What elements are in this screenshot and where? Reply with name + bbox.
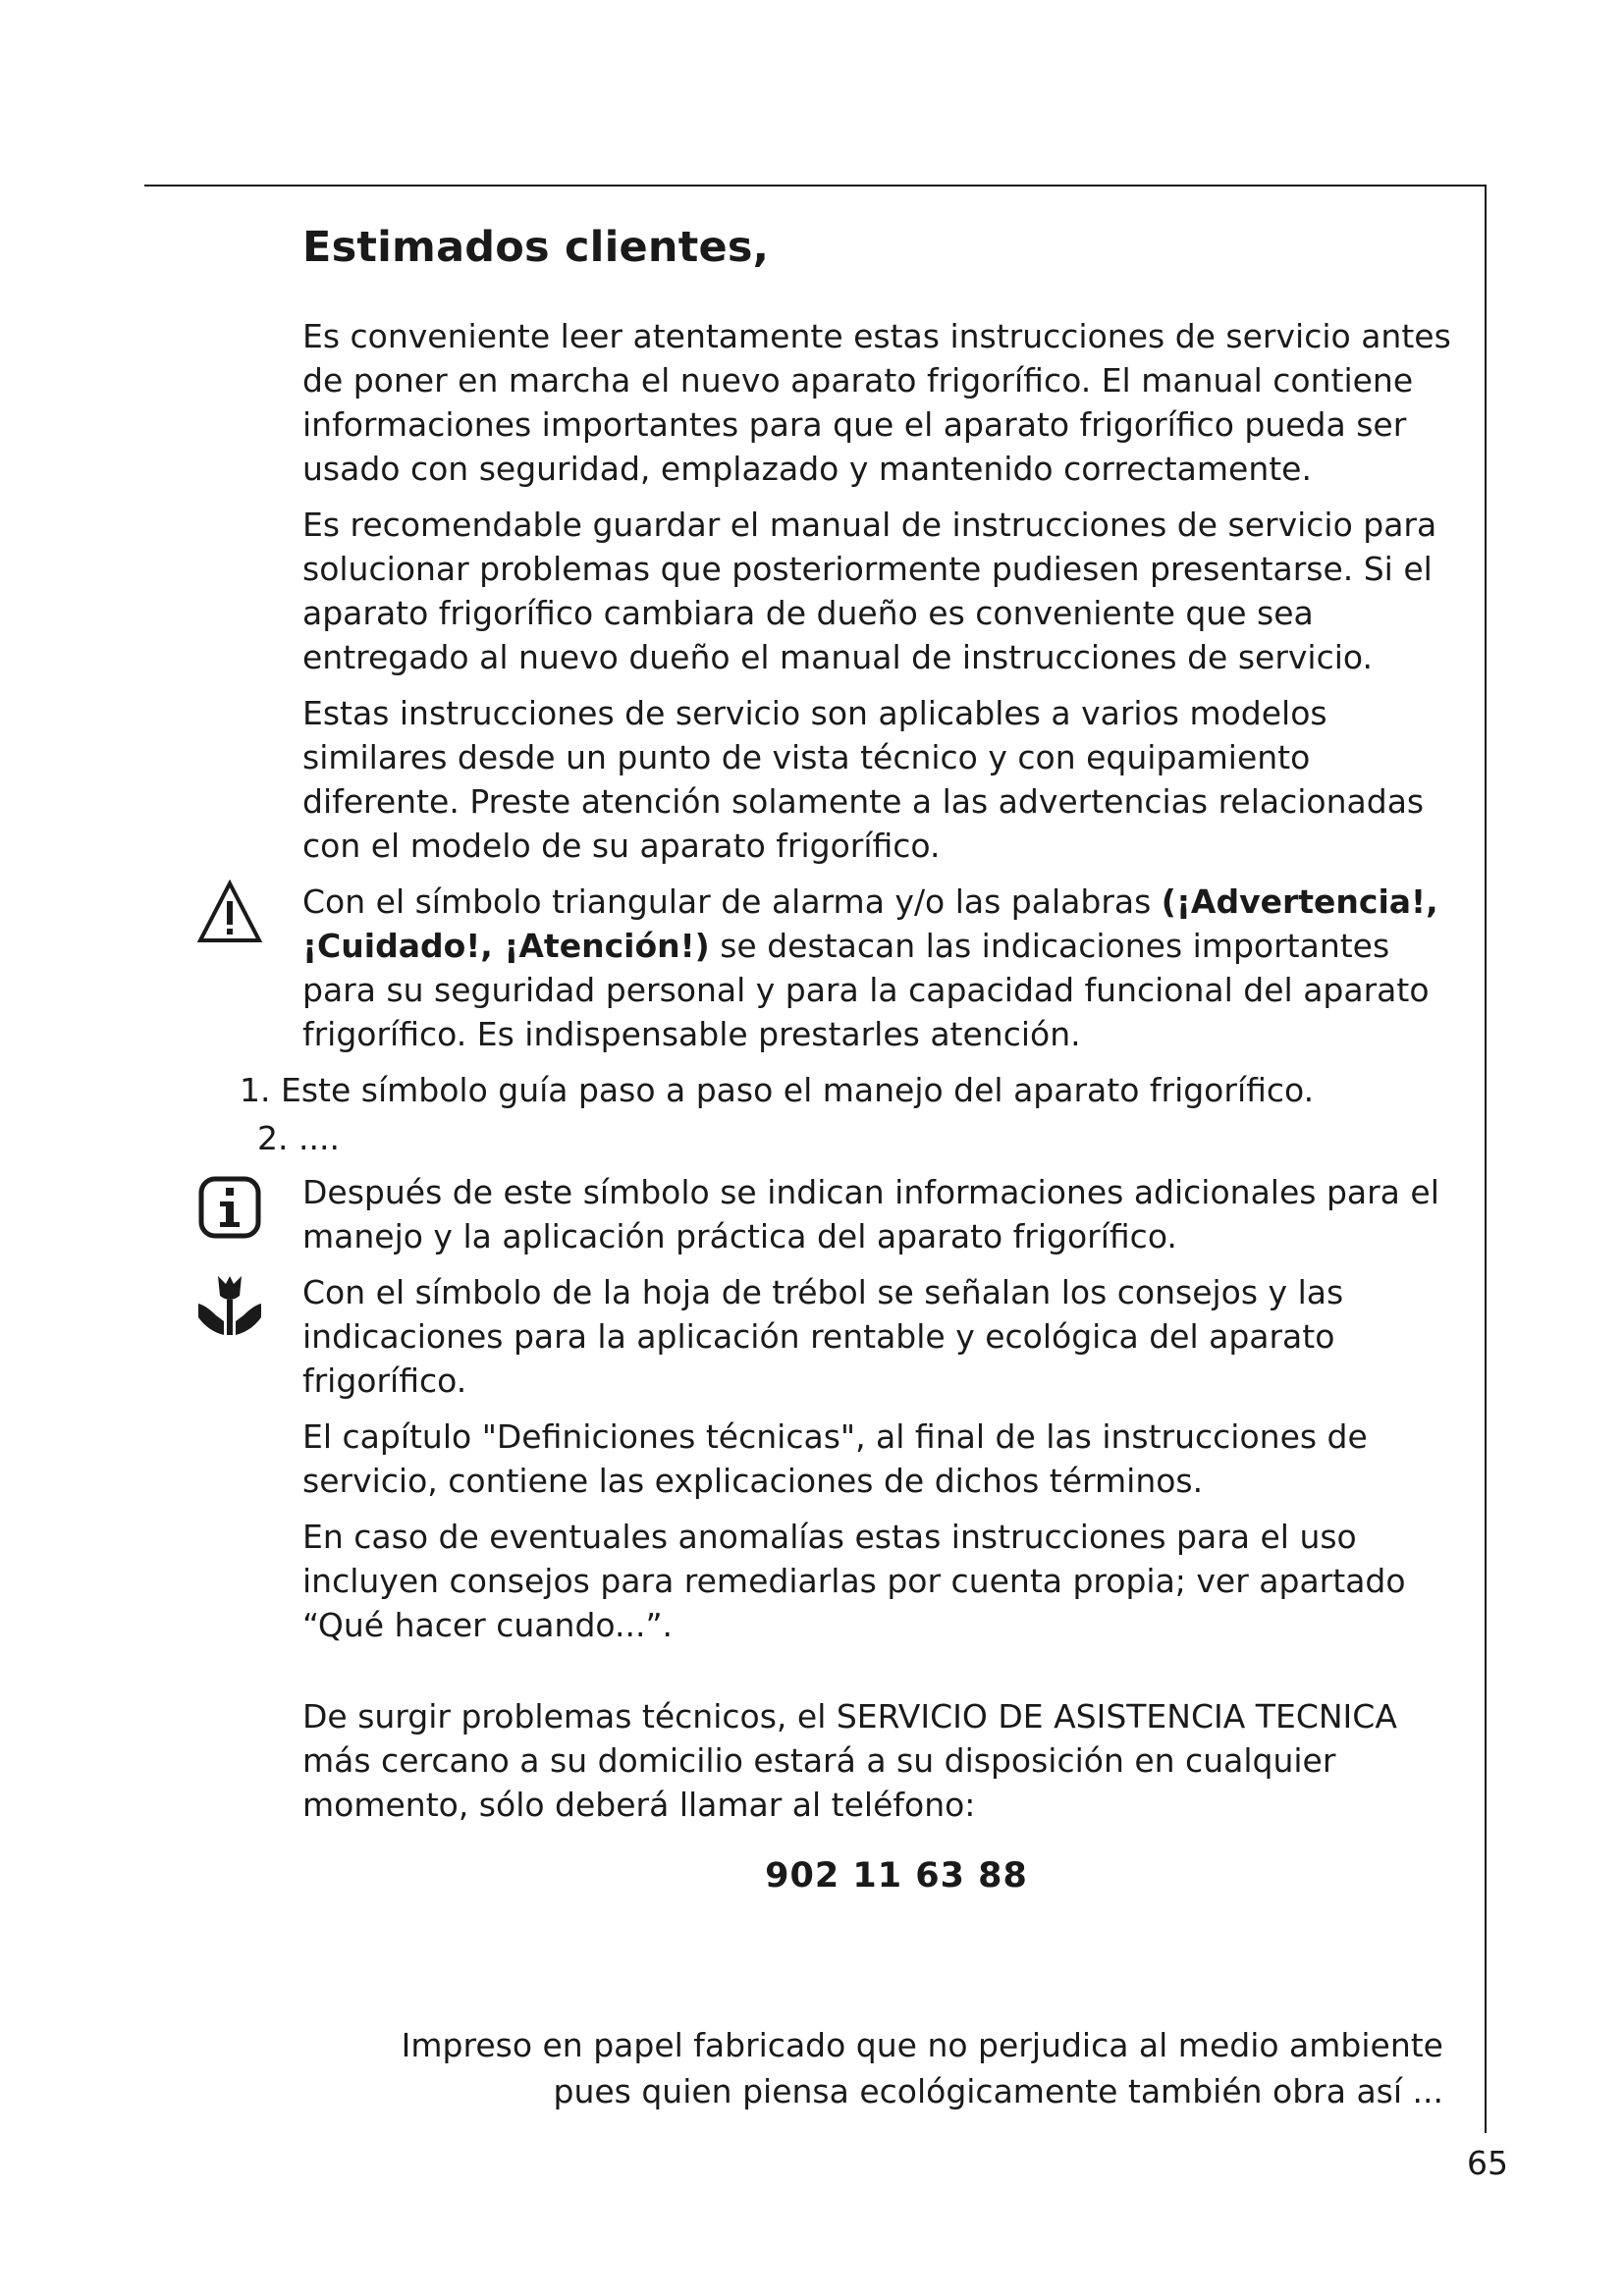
- top-rule: [144, 185, 1486, 187]
- service-paragraph: De surgir problemas técnicos, el SERVICIO DE ASISTENCIA TECNICA más cercano a su domicilio estará a su disposición en cualquier momento, sólo deberá llamar al teléfono:: [302, 1697, 1397, 1824]
- service-phone-number: 902 11 63 88: [765, 1856, 1028, 1896]
- page-number: 65: [1467, 2144, 1508, 2182]
- warning-paragraph: [302, 880, 1461, 1056]
- eco-paragraph: Con el símbolo de la hoja de trébol se señalan los consejos y las indicaciones para la aplicación rentable y ecológica del aparato frigorífico.: [302, 1273, 1344, 1400]
- step-two: 2. ....: [257, 1119, 340, 1157]
- page-title: Estimados clientes,: [302, 223, 770, 272]
- info-paragraph: Después de este símbolo se indican informaciones adicionales para el manejo y la aplicación práctica del aparato frigorífico.: [302, 1173, 1439, 1255]
- warning-triangle-icon: [196, 880, 263, 946]
- eco-paper-note-line1: Impreso en papel fabricado que no perjudica al medio ambiente: [401, 2026, 1443, 2064]
- troubleshooting-paragraph: En caso de eventuales anomalías estas instrucciones para el uso incluyen consejos para remediarlas por cuenta propia; ver apartado “Qué hacer cuando...”.: [302, 1518, 1406, 1644]
- intro-paragraph: Es conveniente leer atentamente estas instrucciones de servicio antes de poner en marcha el nuevo aparato frigorífico. El manual contiene informaciones importantes para que el aparato frigorífico pueda ser usado con seguridad, emplazado y mantenido correctamente.: [302, 317, 1451, 488]
- warning-keywords: (¡Advertencia!, ¡Cuidado!, ¡Atención!): [302, 882, 1438, 965]
- info-section: [302, 1170, 1461, 1258]
- warning-section: [302, 880, 1461, 1056]
- clover-leaf-icon: [196, 1272, 263, 1339]
- eco-section: [302, 1270, 1461, 1403]
- info-icon: [196, 1174, 263, 1241]
- right-rule: [1485, 185, 1487, 2133]
- warning-text-start: Con el símbolo triangular de alarma y/o las palabras: [302, 882, 1162, 921]
- definitions-paragraph: El capítulo "Definiciones técnicas", al final de las instrucciones de servicio, contiene las explicaciones de dichos términos.: [302, 1417, 1368, 1500]
- keep-manual-paragraph: Es recomendable guardar el manual de instrucciones de servicio para solucionar problemas que posteriormente pudiesen presentarse. Si el aparato frigorífico cambiara de dueño es conveniente que sea entregado al nuevo dueño el manual de instrucciones de servicio.: [302, 506, 1437, 676]
- page-content: [240, 218, 1461, 1899]
- models-paragraph: Estas instrucciones de servicio son aplicables a varios modelos similares desde un punto de vista técnico y con equipamiento diferente. Preste atención solamente a las advertencias relacionadas con el modelo de su aparato frigorífico.: [302, 694, 1425, 865]
- eco-paper-note: [295, 2022, 1443, 2114]
- spacer: [302, 1659, 1461, 1694]
- eco-paper-note-line2: pues quien piensa ecológicamente también obra así ...: [553, 2072, 1443, 2110]
- step-one: 1. Este símbolo guía paso a paso el manejo del aparato frigorífico.: [240, 1071, 1315, 1109]
- warning-text-end: se destacan las indicaciones importantes para su seguridad personal y para la capacidad funcional del aparato frigorífico. Es indispensable prestarles atención.: [302, 927, 1430, 1053]
